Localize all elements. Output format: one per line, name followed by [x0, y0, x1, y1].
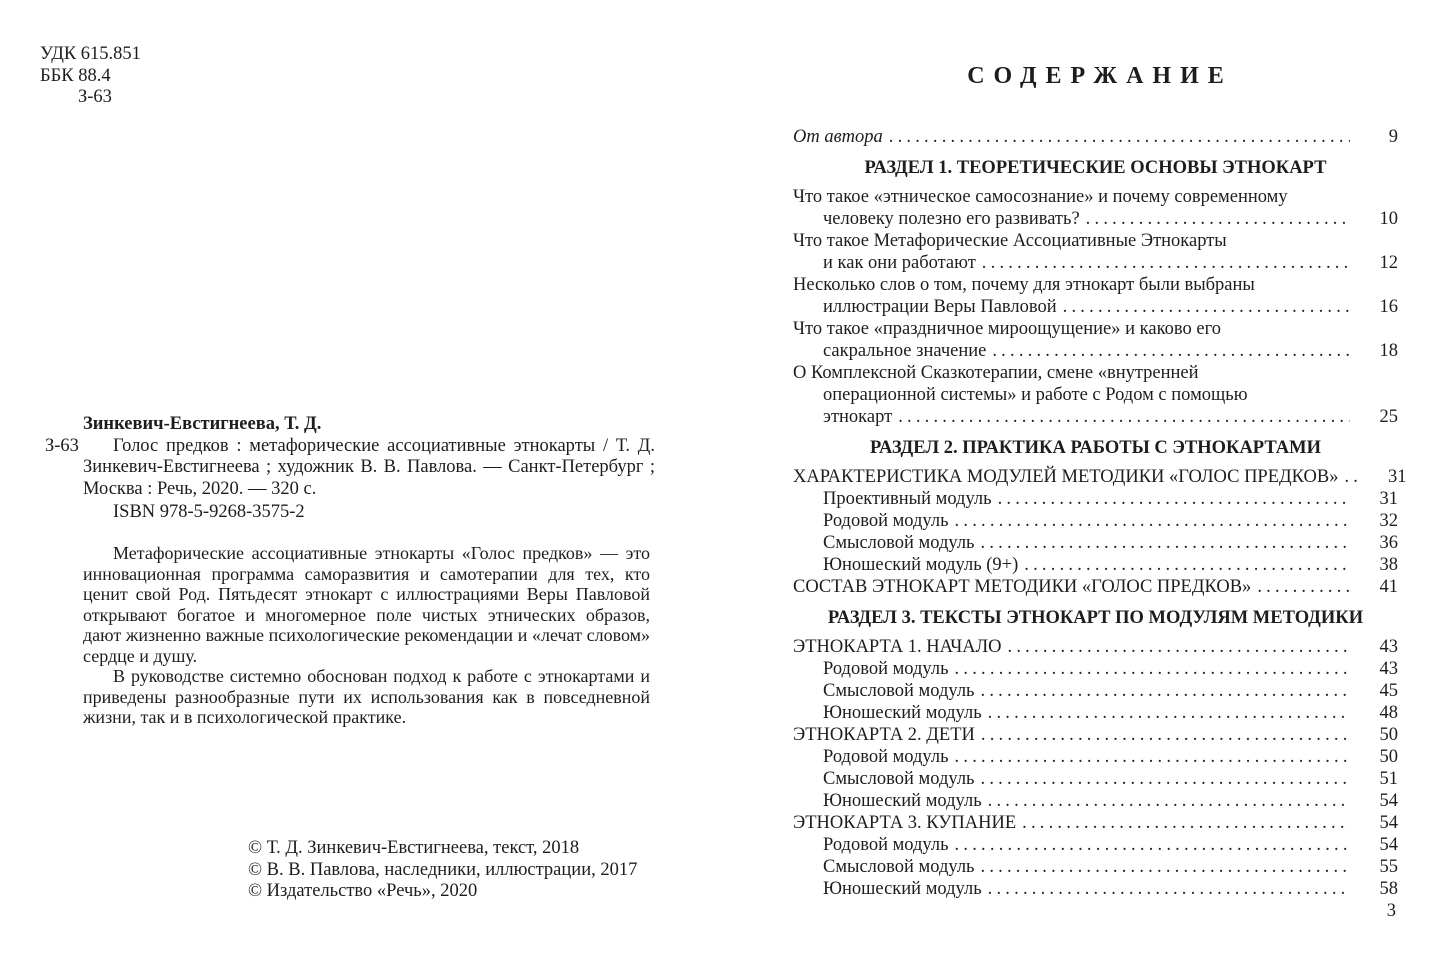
toc-entry-continuation: операционной системы» и работе с Родом с помощью [823, 385, 1248, 405]
toc-entry [793, 768, 1398, 790]
dot-leader [1008, 636, 1350, 658]
toc-entry-label: Смысловой модуль [823, 857, 975, 877]
toc-page-number: 16 [1379, 297, 1398, 317]
toc-entry [793, 296, 1398, 318]
dot-leader [988, 878, 1350, 900]
copyright-line: © Издательство «Речь», 2020 [248, 881, 478, 901]
toc-entry [793, 834, 1398, 856]
toc-page-number: 12 [1379, 253, 1398, 273]
toc-entry-label: Юношеский модуль [823, 703, 982, 723]
toc-entry [793, 812, 1398, 834]
dot-leader [955, 746, 1350, 768]
toc-entry [793, 724, 1398, 746]
dot-leader [981, 532, 1351, 554]
toc-entry-label: ЭТНОКАРТА 1. НАЧАЛО [793, 637, 1002, 657]
toc-page-number: 50 [1379, 725, 1398, 745]
toc-page-number: 58 [1379, 879, 1398, 899]
toc-entry-label: сакральное значение [823, 341, 987, 361]
toc-page-number: 32 [1379, 511, 1398, 531]
dot-leader [955, 834, 1350, 856]
toc-page-number: 25 [1379, 407, 1398, 427]
copyright-block [248, 838, 637, 903]
dot-leader [955, 510, 1350, 532]
toc-page-number: 31 [1379, 489, 1398, 509]
dot-leader [982, 252, 1350, 274]
toc-entry-label: От автора [793, 127, 883, 147]
copyright-line: © Т. Д. Зинкевич-Евстигнеева, текст, 2018 [248, 838, 580, 858]
dot-leader [998, 488, 1350, 510]
catalog-author: Зинкевич-Евстигнеева, Т. Д. [83, 414, 322, 434]
toc-entry [793, 340, 1398, 362]
right-page-contents [793, 0, 1407, 953]
toc-page-number: 48 [1379, 703, 1398, 723]
toc-entry-label: Юношеский модуль (9+) [823, 555, 1019, 575]
toc-entry-label: Юношеский модуль [823, 791, 982, 811]
toc-entry-label: этнокарт [823, 407, 893, 427]
toc-entry-continuation: О Комплексной Сказкотерапии, смене «внутренней [793, 363, 1199, 383]
contents-title: СОДЕРЖАНИЕ [967, 63, 1233, 89]
dot-leader [889, 126, 1350, 148]
toc-entry-continuation: Что такое Метафорические Ассоциативные Этнокарты [793, 231, 1227, 251]
toc-page-number: 43 [1379, 659, 1398, 679]
toc-entry [793, 532, 1398, 554]
toc-entry [793, 856, 1398, 878]
toc-entry-label: ЭТНОКАРТА 3. КУПАНИЕ [793, 813, 1017, 833]
toc-entry-label: ЭТНОКАРТА 2. ДЕТИ [793, 725, 975, 745]
toc-section-heading: РАЗДЕЛ 1. ТЕОРЕТИЧЕСКИЕ ОСНОВЫ ЭТНОКАРТ [864, 158, 1327, 178]
toc-page-number: 51 [1379, 769, 1398, 789]
toc-entry [793, 576, 1398, 598]
toc-page-number: 10 [1379, 209, 1398, 229]
toc-page-number: 54 [1379, 813, 1398, 833]
toc-entry [793, 878, 1398, 900]
toc-entry-label: Родовой модуль [823, 747, 949, 767]
dot-leader [1022, 812, 1350, 834]
page-number-folio: 3 [1386, 901, 1396, 921]
toc-entry [793, 746, 1398, 768]
toc-entry-label: СОСТАВ ЭТНОКАРТ МЕТОДИКИ «ГОЛОС ПРЕДКОВ» [793, 577, 1252, 597]
toc-page-number: 18 [1379, 341, 1398, 361]
toc-page-number: 9 [1388, 127, 1398, 147]
toc-entry [793, 554, 1398, 576]
bbk-number: ББК 88.4 [40, 65, 111, 86]
catalog-card [45, 414, 655, 524]
toc-entry [793, 702, 1398, 724]
toc-entry-label: Смысловой модуль [823, 681, 975, 701]
toc-entry [793, 510, 1398, 532]
toc-page-number: 41 [1379, 577, 1398, 597]
toc-entry [793, 636, 1398, 658]
dot-leader [992, 340, 1350, 362]
udc-number: УДК 615.851 [40, 44, 141, 64]
dot-leader [1344, 466, 1358, 488]
toc-entry-label: и как они работают [823, 253, 976, 273]
isbn-line: ISBN 978-5-9268-3575-2 [113, 502, 305, 522]
dot-leader [981, 768, 1351, 790]
author-mark: З-63 [78, 87, 112, 107]
toc-page-number: 43 [1379, 637, 1398, 657]
udc-block [40, 44, 141, 109]
toc-entry-label: человеку полезно его развивать? [823, 209, 1080, 229]
dot-leader [981, 724, 1350, 746]
dot-leader [988, 702, 1350, 724]
toc-entry [793, 658, 1398, 680]
toc-entry-label: Проективный модуль [823, 489, 992, 509]
toc-entry [793, 252, 1398, 274]
toc-entry-label: Смысловой модуль [823, 769, 975, 789]
bibliographic-block [45, 414, 655, 524]
dot-leader [1024, 554, 1350, 576]
toc-page-number: 54 [1379, 835, 1398, 855]
toc-page-number: 36 [1379, 533, 1398, 553]
annotation-block [83, 543, 650, 728]
toc-entry [793, 488, 1398, 510]
toc-entry-label: Родовой модуль [823, 511, 949, 531]
toc-entry [793, 466, 1407, 488]
catalog-author-mark: З-63 [45, 435, 79, 456]
dot-leader [988, 790, 1350, 812]
toc-entry-label: иллюстрации Веры Павловой [823, 297, 1057, 317]
dot-leader [981, 856, 1351, 878]
dot-leader [898, 406, 1350, 428]
toc-entry-label: Юношеский модуль [823, 879, 982, 899]
toc-entry-continuation: Несколько слов о том, почему для этнокарт были выбраны [793, 275, 1255, 295]
toc-page-number: 38 [1379, 555, 1398, 575]
toc-list [793, 126, 1407, 900]
toc-entry [793, 406, 1398, 428]
toc-entry [793, 790, 1398, 812]
catalog-description: Голос предков : метафорические ассоциативные этнокарты / Т. Д. Зинкевич-Евстигнеева ; художник В. В. Павлова. — Санкт-Петербург ; Москва : Речь, 2020. — 320 с. [83, 435, 655, 499]
toc-entry-continuation: Что такое «праздничное мироощущение» и каково его [793, 319, 1221, 339]
toc-entry-label: ХАРАКТЕРИСТИКА МОДУЛЕЙ МЕТОДИКИ «ГОЛОС ПРЕДКОВ» [793, 467, 1339, 487]
dot-leader [1257, 576, 1350, 598]
dot-leader [1086, 208, 1350, 230]
toc-entry [793, 208, 1398, 230]
toc-entry [793, 680, 1398, 702]
toc-page-number: 31 [1387, 467, 1407, 487]
toc-page-number: 50 [1379, 747, 1398, 767]
toc-section-heading: РАЗДЕЛ 3. ТЕКСТЫ ЭТНОКАРТ ПО МОДУЛЯМ МЕТОДИКИ [827, 608, 1364, 628]
dot-leader [1063, 296, 1350, 318]
dot-leader [981, 680, 1351, 702]
toc-entry-label: Смысловой модуль [823, 533, 975, 553]
dot-leader [955, 658, 1350, 680]
copyright-line: © В. В. Павлова, наследники, иллюстрации, 2017 [248, 859, 638, 880]
toc-page-number: 55 [1379, 857, 1398, 877]
toc-entry-continuation: Что такое «этническое самосознание» и почему современному [793, 187, 1288, 207]
annotation-paragraph: Метафорические ассоциативные этнокарты «Голос предков» — это инновационная программа саморазвития и самотерапии для тех, кто ценит свой Род. Пятьдесят этнокарт с иллюстрациями Веры Павловой открывают богатое и многомерное поле чистых этнических образов, дают жизненно важные психологические рекомендации и «лечат словом» сердце и душу. [83, 543, 650, 666]
toc-entry [793, 126, 1398, 148]
toc-entry-label: Родовой модуль [823, 659, 949, 679]
annotation-paragraph: В руководстве системно обоснован подход к работе с этнокартами и приведены разнообразные пути их использования как в повседневной жизни, так и в психологической практике. [83, 666, 650, 727]
toc-entry-label: Родовой модуль [823, 835, 949, 855]
toc-section-heading: РАЗДЕЛ 2. ПРАКТИКА РАБОТЫ С ЭТНОКАРТАМИ [870, 438, 1321, 458]
toc-page-number: 45 [1379, 681, 1398, 701]
toc-page-number: 54 [1379, 791, 1398, 811]
